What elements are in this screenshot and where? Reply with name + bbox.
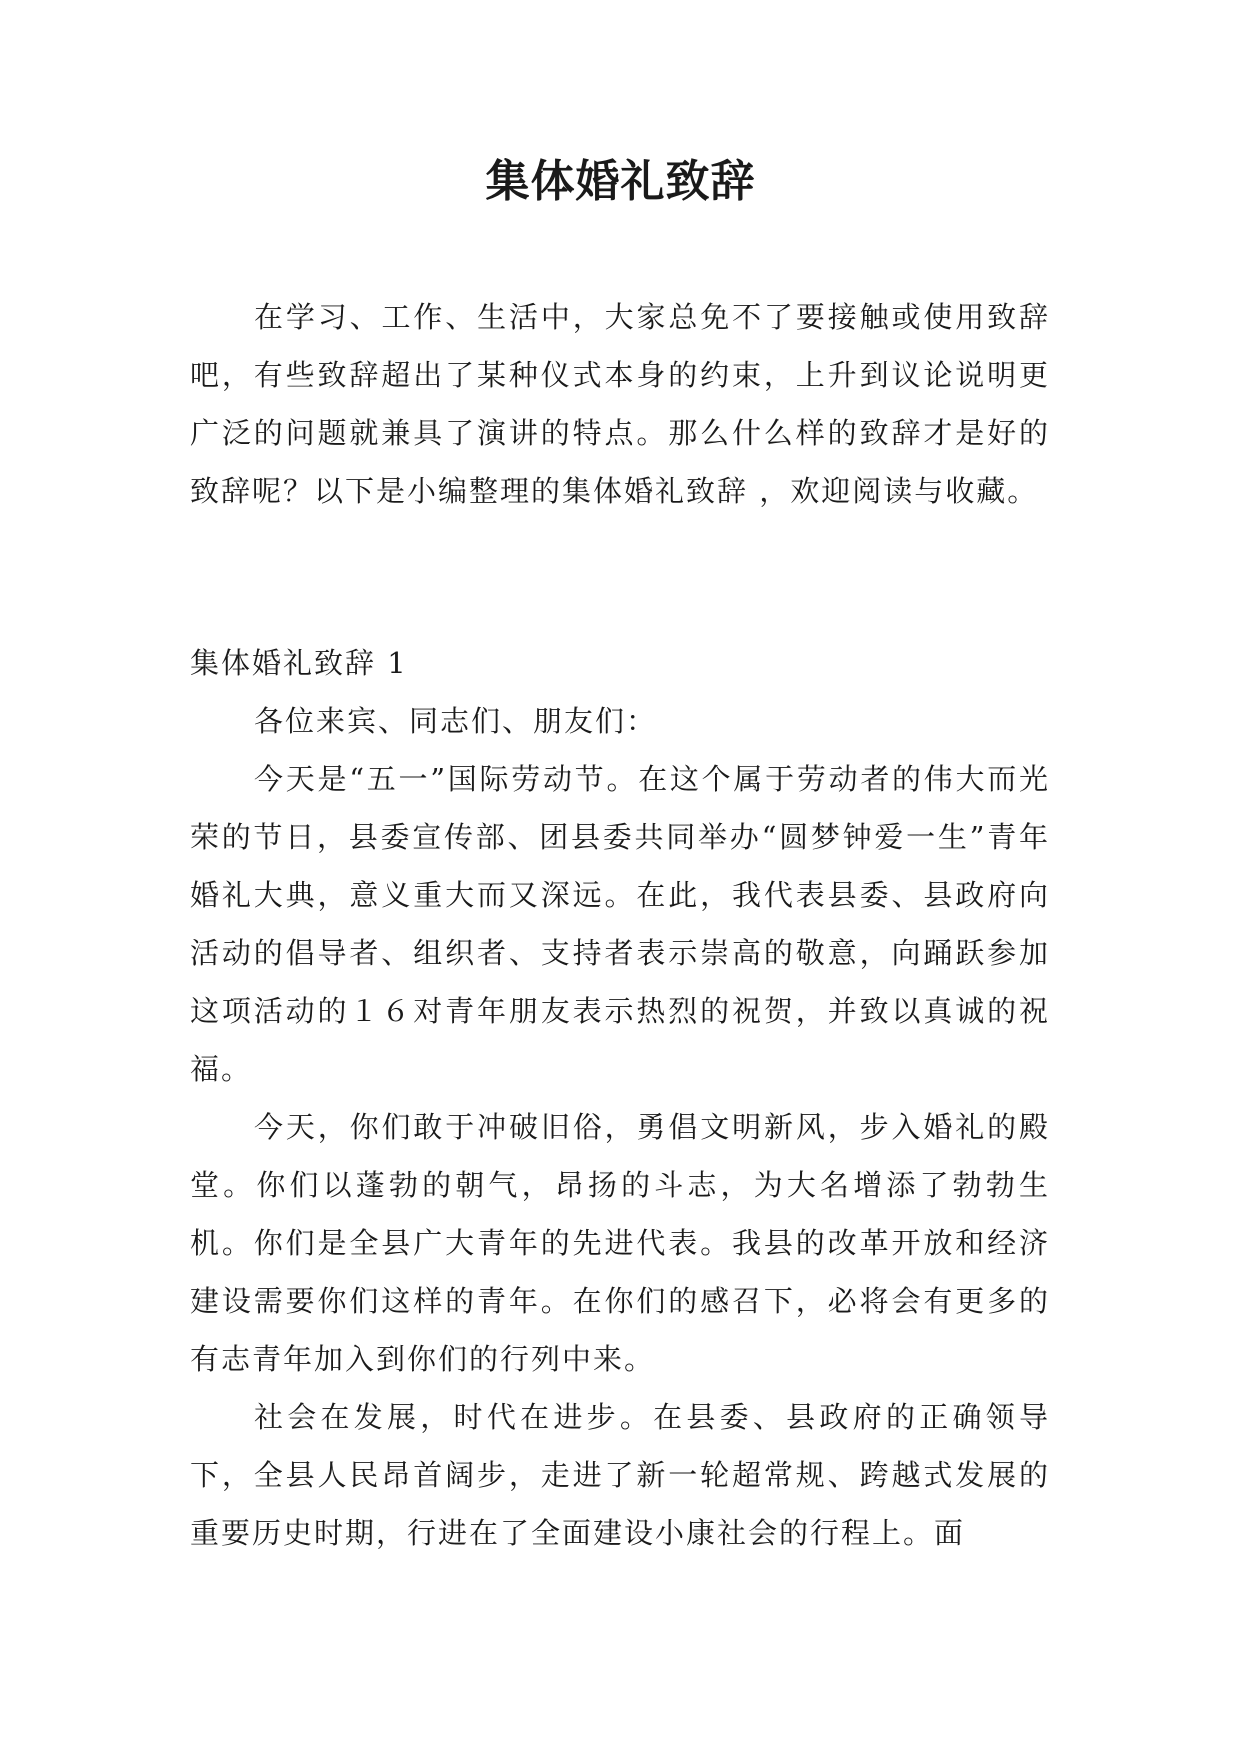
body-paragraph: 今天，你们敢于冲破旧俗，勇倡文明新风，步入婚礼的殿堂。你们以蓬勃的朝气，昂扬的斗志，为大名增添了勃勃生机。你们是全县广大青年的先进代表。我县的改革开放和经济建设需要你们这样的青年。在你们的感召下，必将会有更多的有志青年加入到你们的行列中来。 [190, 1110, 1050, 1376]
section-heading: 集体婚礼致辞 1 [190, 646, 408, 680]
intro-paragraph: 在学习、工作、生活中，大家总免不了要接触或使用致辞吧，有些致辞超出了某种仪式本身的约束，上升到议论说明更广泛的问题就兼具了演讲的特点。那么什么样的致辞才是好的致辞呢？以下是小编整理的集体婚礼致辞 ，欢迎阅读与收藏。 [190, 300, 1050, 508]
salutation-paragraph: 各位来宾、同志们、朋友们： [254, 704, 658, 738]
body-paragraph: 今天是“五一”国际劳动节。在这个属于劳动者的伟大而光荣的节日，县委宣传部、团县委共同举办“圆梦钟爱一生”青年婚礼大典，意义重大而又深远。在此，我代表县委、县政府向活动的倡导者、组织者、支持者表示崇高的敬意，向踊跃参加这项活动的１６对青年朋友表示热烈的祝贺，并致以真诚的祝福。 [190, 762, 1050, 1086]
body-paragraph: 社会在发展，时代在进步。在县委、县政府的正确领导下，全县人民昂首阔步，走进了新一轮超常规、跨越式发展的重要历史时期，行进在了全面建设小康社会的行程上。面 [190, 1400, 1050, 1550]
section-1 [190, 634, 1050, 1562]
document-title: 集体婚礼致辞 [485, 156, 756, 207]
